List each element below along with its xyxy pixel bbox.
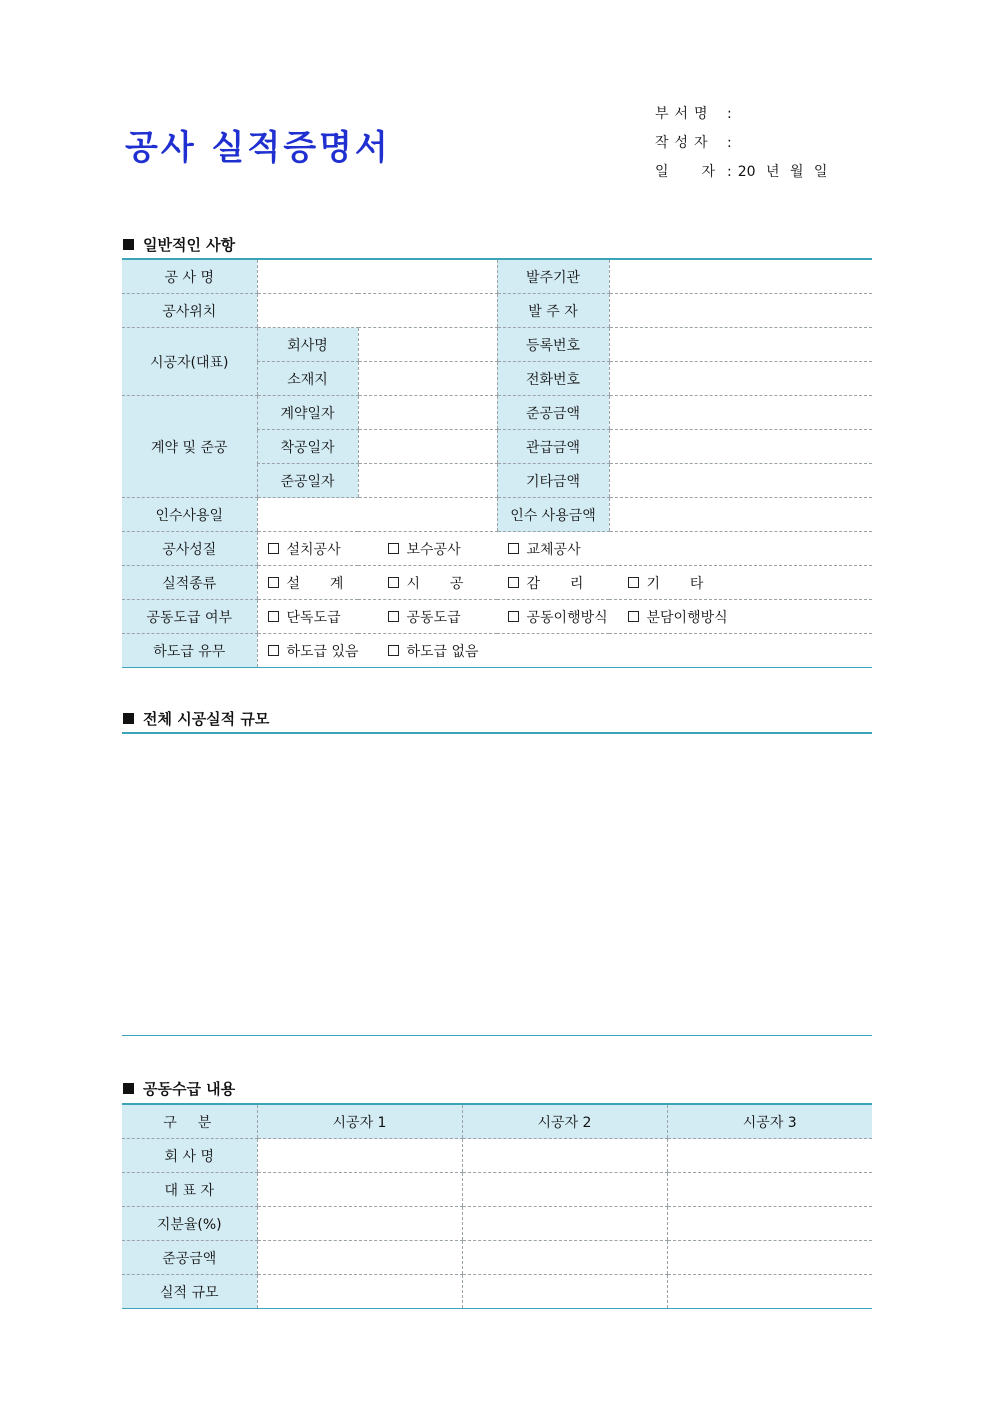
project-name-label: 공 사 명 xyxy=(122,259,257,294)
cell-input[interactable] xyxy=(257,1241,462,1275)
joint-contract-options xyxy=(257,600,872,634)
cell-input[interactable] xyxy=(667,1207,872,1241)
subcontract-options xyxy=(257,634,872,668)
date-value: 20 년 월 일 xyxy=(737,164,828,180)
square-bullet-icon xyxy=(123,1083,134,1094)
option-other[interactable] xyxy=(628,573,711,593)
department-colon: : xyxy=(727,106,732,122)
option-replacement[interactable] xyxy=(508,539,581,559)
cell-input[interactable] xyxy=(257,1275,462,1309)
option-label: 기 타 xyxy=(646,575,711,592)
completion-amount-label: 준공금액 xyxy=(497,396,609,430)
checkbox-icon[interactable] xyxy=(508,577,519,588)
column-header-contractor-2: 시공자 2 xyxy=(462,1104,667,1139)
option-joint-contract[interactable] xyxy=(388,607,508,627)
table-row xyxy=(122,532,872,566)
contract-date-field[interactable] xyxy=(358,396,497,430)
completion-date-label: 준공일자 xyxy=(257,464,358,498)
checkbox-icon[interactable] xyxy=(388,543,399,554)
checkbox-icon[interactable] xyxy=(388,645,399,656)
table-row xyxy=(122,498,872,532)
completion-amount-field[interactable] xyxy=(609,396,872,430)
project-name-field[interactable] xyxy=(257,259,497,294)
cell-input[interactable] xyxy=(667,1275,872,1309)
scale-area-field[interactable] xyxy=(122,734,872,1034)
phone-no-field[interactable] xyxy=(609,362,872,396)
row-label-performance-scale: 실적 규모 xyxy=(122,1275,257,1309)
table-row xyxy=(122,1275,872,1309)
date-label xyxy=(655,162,715,191)
scale-area-bottom-border xyxy=(122,1035,872,1036)
page-title: 공사 실적증명서 xyxy=(125,128,391,168)
table-row xyxy=(122,566,872,600)
option-construction[interactable] xyxy=(388,573,508,593)
option-repair[interactable] xyxy=(388,539,508,559)
column-header-contractor-3: 시공자 3 xyxy=(667,1104,872,1139)
section-general-heading xyxy=(123,234,235,255)
option-supervision[interactable] xyxy=(508,573,628,593)
other-amount-field[interactable] xyxy=(609,464,872,498)
document-meta xyxy=(655,104,827,191)
cell-input[interactable] xyxy=(257,1173,462,1207)
checkbox-icon[interactable] xyxy=(268,611,279,622)
author-label: 작성자 xyxy=(655,135,714,151)
contract-completion-label: 계약 및 준공 xyxy=(122,396,257,498)
option-label: 하도급 있음 xyxy=(286,643,359,660)
cell-input[interactable] xyxy=(667,1139,872,1173)
option-label: 감 리 xyxy=(526,575,591,592)
option-label: 단독도급 xyxy=(286,609,341,626)
table-row xyxy=(122,328,872,362)
option-label: 공동이행방식 xyxy=(526,609,608,626)
address-field[interactable] xyxy=(358,362,497,396)
contractor-label: 시공자(대표) xyxy=(122,328,257,396)
row-label-company: 회 사 명 xyxy=(122,1139,257,1173)
department-label: 부서명 xyxy=(655,106,714,122)
option-label: 공동도급 xyxy=(406,609,461,626)
row-label-share-ratio: 지분율(%) xyxy=(122,1207,257,1241)
option-single-contract[interactable] xyxy=(268,607,388,627)
table-row xyxy=(122,634,872,668)
checkbox-icon[interactable] xyxy=(268,577,279,588)
date-row xyxy=(655,162,827,191)
section-joint-heading xyxy=(123,1078,235,1099)
table-header-row xyxy=(122,1104,872,1139)
cell-input[interactable] xyxy=(462,1173,667,1207)
orderer-field[interactable] xyxy=(609,294,872,328)
table-row xyxy=(122,1173,872,1207)
column-header-category: 구 분 xyxy=(122,1104,257,1139)
option-label: 분담이행방식 xyxy=(646,609,728,626)
ordering-agency-field[interactable] xyxy=(609,259,872,294)
table-row xyxy=(122,600,872,634)
cell-input[interactable] xyxy=(257,1139,462,1173)
column-header-contractor-1: 시공자 1 xyxy=(257,1104,462,1139)
orderer-label: 발 주 자 xyxy=(497,294,609,328)
option-label: 하도급 없음 xyxy=(406,643,479,660)
option-label: 시 공 xyxy=(406,575,471,592)
option-label: 보수공사 xyxy=(406,541,461,558)
checkbox-icon[interactable] xyxy=(268,543,279,554)
takeover-date-field[interactable] xyxy=(257,498,497,532)
option-subcontract-no[interactable] xyxy=(388,641,479,661)
joint-supply-table xyxy=(122,1103,872,1309)
other-amount-label: 기타금액 xyxy=(497,464,609,498)
author-row xyxy=(655,133,827,162)
takeover-amount-field[interactable] xyxy=(609,498,872,532)
table-row xyxy=(122,1241,872,1275)
table-row xyxy=(122,1207,872,1241)
cell-input[interactable] xyxy=(462,1139,667,1173)
option-installation[interactable] xyxy=(268,539,388,559)
completion-date-field[interactable] xyxy=(358,464,497,498)
checkbox-icon[interactable] xyxy=(388,611,399,622)
cell-input[interactable] xyxy=(462,1275,667,1309)
cell-input[interactable] xyxy=(462,1207,667,1241)
contract-date-label: 계약일자 xyxy=(257,396,358,430)
section-scale-title: 전체 시공실적 규모 xyxy=(143,710,270,728)
cell-input[interactable] xyxy=(667,1241,872,1275)
option-label: 설치공사 xyxy=(286,541,341,558)
row-label-representative: 대 표 자 xyxy=(122,1173,257,1207)
ordering-agency-label: 발주기관 xyxy=(497,259,609,294)
phone-no-label: 전화번호 xyxy=(497,362,609,396)
option-subcontract-yes[interactable] xyxy=(268,641,388,661)
address-label: 소재지 xyxy=(257,362,358,396)
project-location-label: 공사위치 xyxy=(122,294,257,328)
company-name-field[interactable] xyxy=(358,328,497,362)
takeover-amount-label: 인수 사용금액 xyxy=(497,498,609,532)
cell-input[interactable] xyxy=(257,1207,462,1241)
section-joint-title: 공동수급 내용 xyxy=(143,1080,236,1098)
project-location-field[interactable] xyxy=(257,294,497,328)
registration-no-field[interactable] xyxy=(609,328,872,362)
joint-contract-label: 공동도급 여부 xyxy=(122,600,257,634)
general-info-table xyxy=(122,258,872,668)
registration-no-label: 등록번호 xyxy=(497,328,609,362)
start-date-field[interactable] xyxy=(358,430,497,464)
cell-input[interactable] xyxy=(462,1241,667,1275)
supplied-amount-label: 관급금액 xyxy=(497,430,609,464)
table-row xyxy=(122,294,872,328)
section-scale-heading xyxy=(123,708,269,729)
option-label: 교체공사 xyxy=(526,541,581,558)
cell-input[interactable] xyxy=(667,1173,872,1207)
checkbox-icon[interactable] xyxy=(388,577,399,588)
table-row xyxy=(122,396,872,430)
checkbox-icon[interactable] xyxy=(508,611,519,622)
nature-options xyxy=(257,532,872,566)
type-options xyxy=(257,566,872,600)
date-colon: : xyxy=(727,164,732,180)
option-label: 설 계 xyxy=(286,575,351,592)
square-bullet-icon xyxy=(123,239,134,250)
checkbox-icon[interactable] xyxy=(268,645,279,656)
nature-label: 공사성질 xyxy=(122,532,257,566)
table-row xyxy=(122,1139,872,1173)
company-name-label: 회사명 xyxy=(257,328,358,362)
checkbox-icon[interactable] xyxy=(628,577,639,588)
row-label-completion-amount: 준공금액 xyxy=(122,1241,257,1275)
takeover-date-label: 인수사용일 xyxy=(122,498,257,532)
section-general-title: 일반적인 사항 xyxy=(143,236,236,254)
type-label: 실적종류 xyxy=(122,566,257,600)
table-row xyxy=(122,259,872,294)
author-colon: : xyxy=(727,135,732,151)
start-date-label: 착공일자 xyxy=(257,430,358,464)
option-shared-performance[interactable] xyxy=(628,607,728,627)
option-design[interactable] xyxy=(268,573,388,593)
checkbox-icon[interactable] xyxy=(508,543,519,554)
date-label-part-2: 자 xyxy=(701,164,715,180)
square-bullet-icon xyxy=(123,713,134,724)
subcontract-label: 하도급 유무 xyxy=(122,634,257,668)
checkbox-icon[interactable] xyxy=(628,611,639,622)
option-joint-performance[interactable] xyxy=(508,607,628,627)
supplied-amount-field[interactable] xyxy=(609,430,872,464)
department-row xyxy=(655,104,827,133)
date-label-part-1: 일 xyxy=(655,164,669,180)
